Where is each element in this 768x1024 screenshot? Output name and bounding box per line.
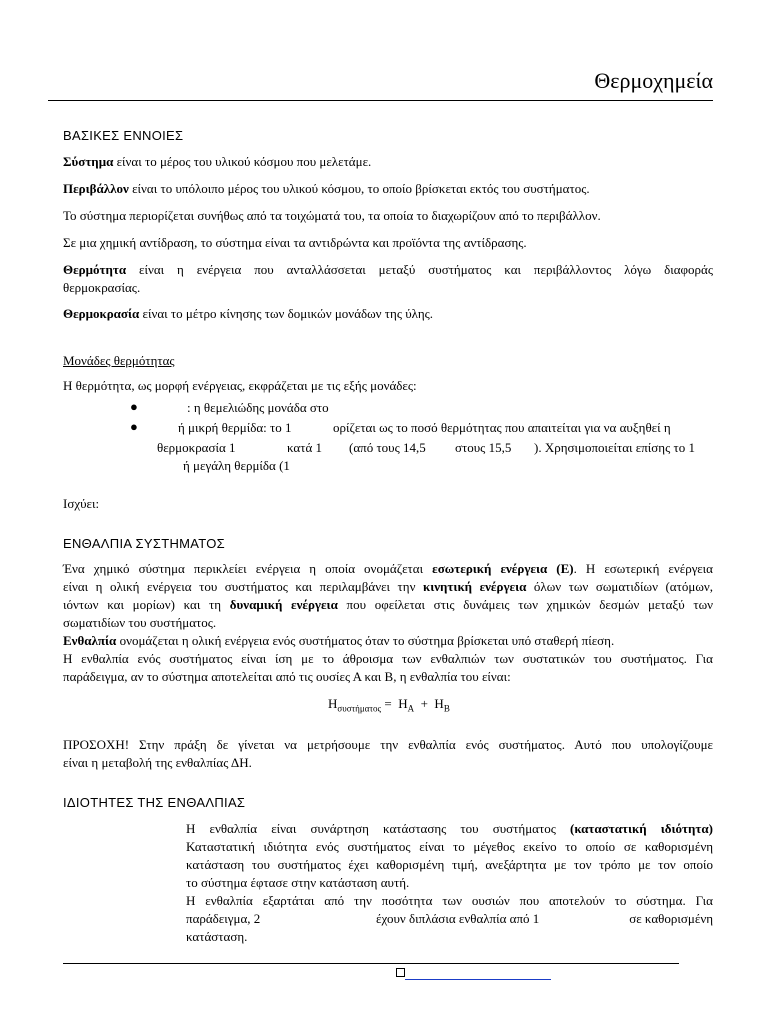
walls-text: Το σύστημα περιορίζεται συνήθως από τα τοιχώματά του, τα οποία το διαχωρίζουν από το περιβάλλον. (63, 208, 601, 223)
bullet-dot: ● (130, 399, 138, 414)
temperature-def-text: είναι το μέτρο κίνησης των δομικών μονάδων της ύλης. (139, 306, 434, 321)
bullet2-line2-b: κατά 1 (287, 440, 323, 455)
properties-text: κατάσταση. (186, 929, 248, 944)
bullet2-line2-e: ). Χρησιμοποιείται επίσης το 1 (534, 440, 695, 455)
bullet2-line3: ή μεγάλη θερμίδα (1 (183, 458, 290, 473)
enthalpy-p1-text: σωματιδίων του συστήματος. (63, 615, 217, 630)
eq-symbol: = H (381, 696, 408, 711)
enthalpy-equation (328, 696, 450, 714)
enthalpy-p1-text: ιόντων και μορίων) και τη (63, 597, 230, 612)
kinetic-energy-term: κινητική ενέργεια (422, 579, 527, 594)
properties-heading: ΙΔΙΟΤΗΤΕΣ ΤΗΣ ΕΝΘΑΛΠΙΑΣ (63, 795, 246, 810)
bullet2-part-b: ορίζεται ως το ποσό θερμότητας που απαιτείται για να αυξηθεί η (333, 420, 671, 435)
units-heading: Μονάδες θερμότητας (63, 353, 175, 368)
state-property-term: (καταστατική ιδιότητα) (569, 821, 713, 836)
potential-energy-term: δυναμική ενέργεια (229, 597, 338, 612)
enthalpy-heading: ΕΝΘΑΛΠΙΑ ΣΥΣΤΗΜΑΤΟΣ (63, 536, 226, 551)
note-line: είναι η μεταβολή της ενθαλπίας ΔΗ. (63, 755, 252, 770)
page-title: Θερμοχημεία (594, 68, 713, 93)
properties-text: έχουν διπλάσια ενθαλπία από 1 (376, 911, 540, 926)
enthalpy-p1-text: Ένα χημικό σύστημα περικλείει ενέργεια η οποία ονομάζεται (63, 561, 433, 576)
properties-text: κατάσταση του συστήματος έχει καθορισμένη τιμή, ανεξάρτητα με τον τρόπο με τον οποίο (186, 857, 713, 872)
properties-text: σε καθορισμένη (629, 911, 713, 926)
surroundings-definition (63, 180, 713, 198)
properties-row (186, 910, 713, 928)
heat-term: Θερμότητα (63, 262, 127, 277)
enthalpy-p1-text: που οφείλεται στις δυνάμεις των χημικών δεσμών μεταξύ των (337, 597, 714, 612)
bullet-dot: ● (130, 419, 138, 434)
enthalpy-p3-text: παράδειγμα, αν το σύστημα αποτελείται από τις ουσίες Α και Β, η ενθαλπία του είναι: (63, 669, 511, 684)
bullet2-line2-d: στους 15,5 (455, 440, 512, 455)
heat-def-line1: είναι η ενέργεια που ανταλλάσσεται μεταξύ συστήματος και περιβάλλοντος λόγω διαφοράς (126, 262, 713, 277)
heat-def-line2: θερμοκρασίας. (63, 280, 141, 295)
system-term: Σύστημα (63, 154, 114, 169)
temperature-definition (63, 305, 713, 323)
eq-symbol: + H (414, 696, 444, 711)
system-def-text: είναι το μέρος του υλικού κόσμου που μελετάμε. (113, 154, 372, 169)
heat-definition (63, 261, 713, 297)
footer-square-icon (396, 968, 405, 977)
bullet2-line2-c: (από τους 14,5 (349, 440, 426, 455)
surroundings-def-text: είναι το υπόλοιπο μέρος του υλικού κόσμου, το οποίο βρίσκεται εκτός του συστήματος. (128, 181, 590, 196)
eq-symbol: H (328, 696, 338, 711)
bullet2-part-a: ή μικρή θερμίδα: το 1 (178, 420, 292, 435)
properties-text: Η ενθαλπία εξαρτάται από την ποσότητα των ουσιών που αποτελούν το σύστημα. Για (186, 893, 713, 908)
properties-text: Η ενθαλπία είναι συνάρτηση κατάστασης του συστήματος (186, 821, 570, 836)
internal-energy-term: εσωτερική ενέργεια (Ε) (432, 561, 574, 576)
enthalpy-term: Ενθαλπία (63, 633, 117, 648)
system-definition (63, 153, 713, 171)
enthalpy-paragraph-1 (63, 560, 713, 686)
eq-subscript: A (407, 703, 415, 714)
bullet1-text: : η θεμελιώδης μονάδα στο (187, 400, 329, 415)
properties-text: παράδειγμα, 2 (186, 911, 261, 926)
units-heading-row (63, 352, 713, 370)
note-line: ΠΡΟΣΟΧΗ! Στην πράξη δε γίνεται να μετρήσουμε την ενθαλπία ενός συστήματος. Αυτό που υπολογίζουμε (63, 737, 713, 752)
temperature-term: Θερμοκρασία (63, 306, 140, 321)
enthalpy-p1-text: είναι η ολική ενέργεια του συστήματος και περιλαμβάνει την (63, 579, 423, 594)
enthalpy-p1-text: όλων των σωματιδίων (ατόμων, (526, 579, 713, 594)
enthalpy-def-text: ονομάζεται η ολική ενέργεια ενός συστήματος όταν το σύστημα βρίσκεται υπό σταθερή πίεση. (116, 633, 615, 648)
properties-block (186, 820, 713, 946)
properties-text: το σύστημα έφτασε στην κατάσταση αυτή. (186, 875, 410, 890)
eq-subscript: συστήματος (337, 703, 382, 714)
enthalpy-p1-text: . Η εσωτερική ενέργεια (573, 561, 713, 576)
enthalpy-p3-text: Η ενθαλπία ενός συστήματος είναι ίση με το άθροισμα των ενθαλπιών των συστατικών του συστήματος. Για (63, 651, 713, 666)
footer-link[interactable] (405, 966, 551, 980)
basics-heading: ΒΑΣΙΚΕΣ ΕΝΝΟΙΕΣ (63, 128, 184, 143)
units-intro: Η θερμότητα, ως μορφή ενέργειας, εκφράζεται με τις εξής μονάδες: (63, 378, 417, 393)
header-divider (48, 100, 713, 101)
holds-text: Ισχύει: (63, 496, 100, 511)
properties-text: Καταστατική ιδιότητα ενός συστήματος είναι το μέγεθος εκείνο το οποίο σε καθορισμένη (186, 839, 713, 854)
bullet2-line2-a: θερμοκρασία 1 (157, 440, 236, 455)
reaction-text: Σε μια χημική αντίδραση, το σύστημα είναι τα αντιδρώντα και προϊόντα της αντίδρασης. (63, 235, 527, 250)
attention-note (63, 736, 713, 772)
footer-divider (63, 963, 679, 964)
eq-subscript: B (443, 703, 450, 714)
surroundings-term: Περιβάλλον (63, 181, 129, 196)
